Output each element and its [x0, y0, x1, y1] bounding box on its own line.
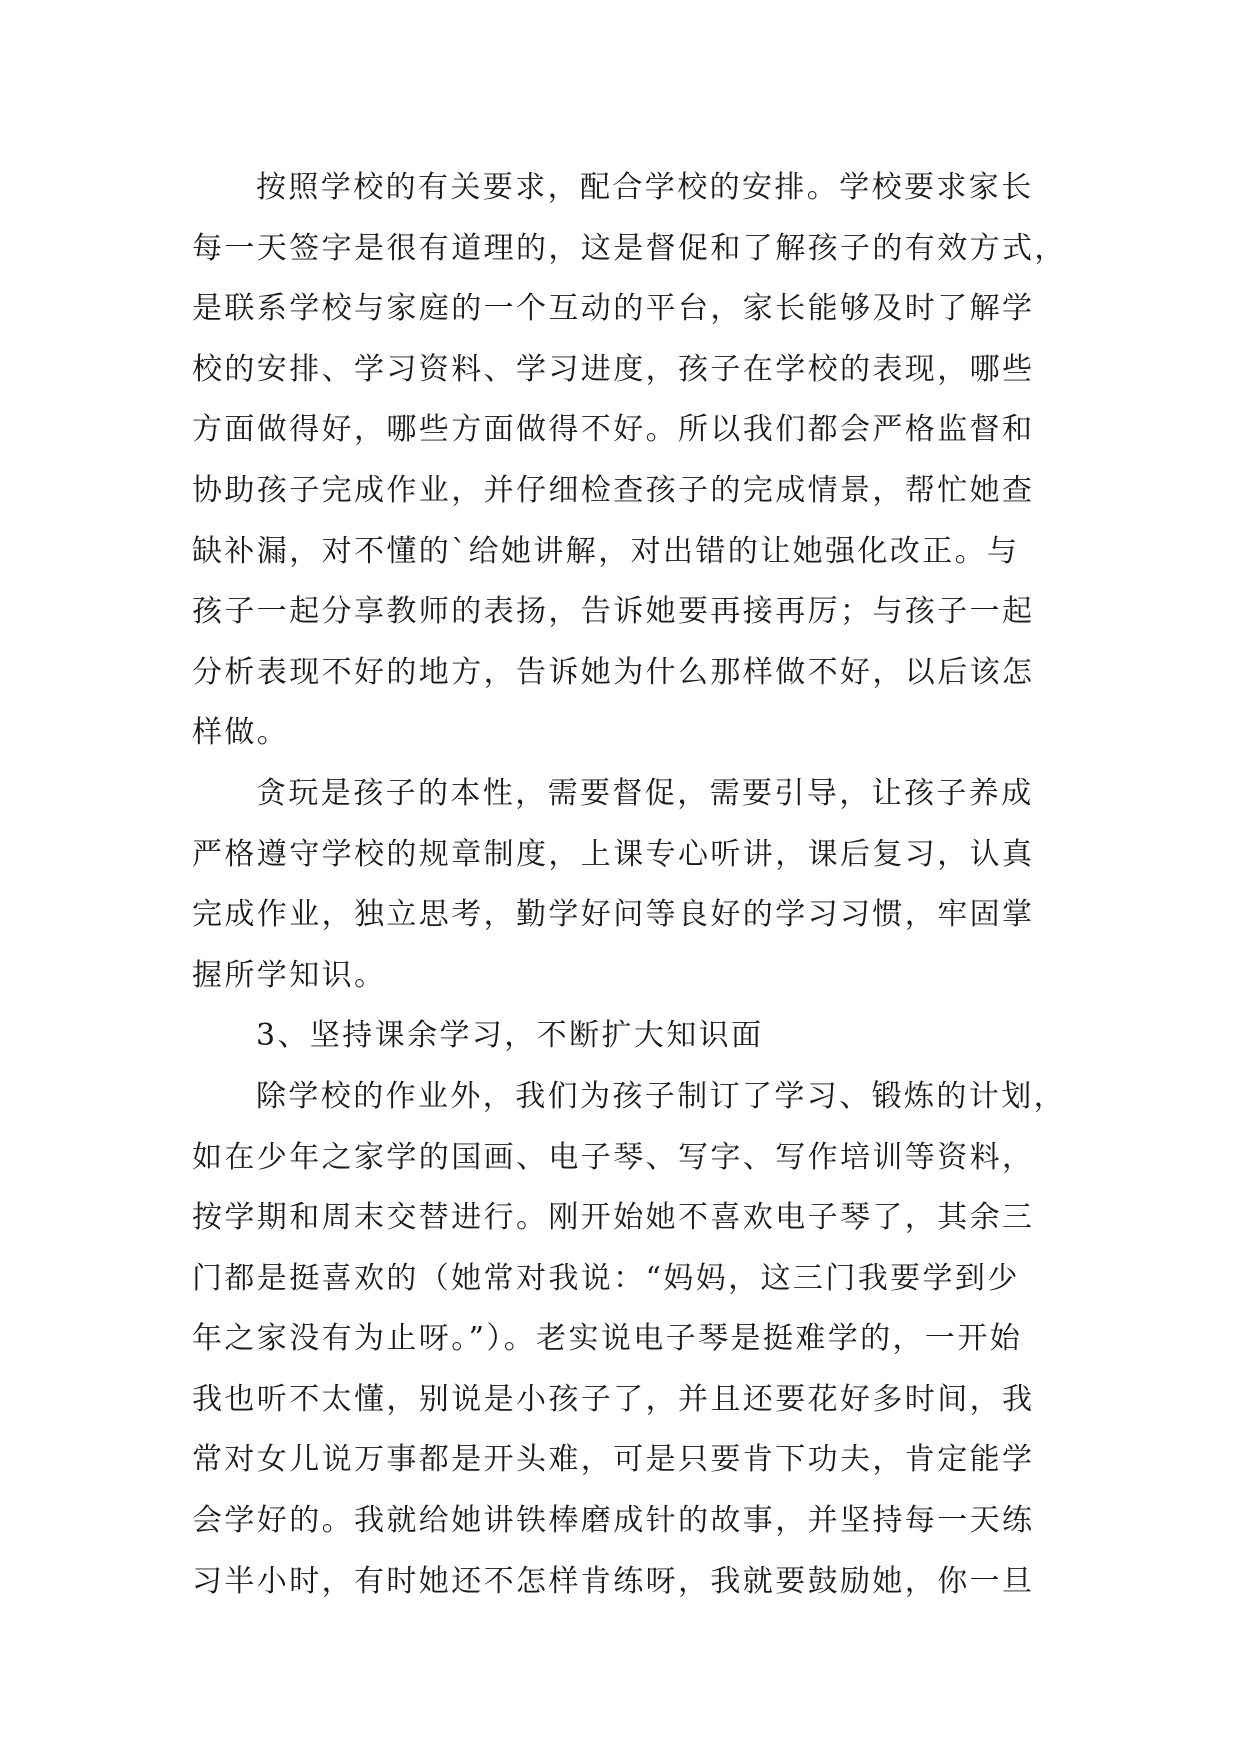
text-line: 每一天签字是很有道理的，这是督促和了解孩子的有效方式，: [192, 230, 1067, 266]
text-line: 孩子一起分享教师的表扬，告诉她要再接再厉；与孩子一起: [192, 594, 1035, 630]
text-line: 按学期和周末交替进行。刚开始她不喜欢电子琴了，其余三: [192, 1200, 1035, 1236]
text-line: 习半小时，有时她还不怎样肯练呀，我就要鼓励她，你一旦: [192, 1563, 1035, 1599]
text-line: 缺补漏，对不懂的`给她讲解，对出错的让她强化改正。与: [192, 533, 1020, 569]
text-line: 除学校的作业外，我们为孩子制订了学习、锻炼的计划，: [256, 1078, 1066, 1114]
text-line: 完成作业，独立思考，勤学好问等良好的学习习惯，牢固掌: [192, 897, 1035, 933]
text-line: 校的安排、学习资料、学习进度，孩子在学校的表现，哪些: [192, 351, 1035, 387]
text-line: 按照学校的有关要求，配合学校的安排。学校要求家长: [256, 170, 1034, 205]
text-line: 会学好的。我就给她讲铁棒磨成针的故事，并坚持每一天练: [192, 1503, 1035, 1539]
text-line: 门都是挺喜欢的（她常对我说：“妈妈，这三门我要学到少: [192, 1260, 1020, 1296]
text-line: 年之家没有为止呀。”）。老实说电子琴是挺难学的，一开始: [192, 1321, 1023, 1357]
text-line: 我也听不太懂，别说是小孩子了，并且还要花好多时间，我: [192, 1381, 1035, 1417]
text-line: 握所学知识。: [192, 957, 387, 993]
text-line: 严格遵守学校的规章制度，上课专心听讲，课后复习，认真: [192, 836, 1035, 872]
text-line: 常对女儿说万事都是开头难，可是只要肯下功夫，肯定能学: [192, 1442, 1035, 1478]
text-line: 协助孩子完成作业，并仔细检查孩子的完成情景，帮忙她查: [192, 472, 1035, 508]
section-heading: 3、坚持课余学习，不断扩大知识面: [256, 1018, 764, 1054]
body-text: [192, 158, 1092, 1612]
text-line: 是联系学校与家庭的一个互动的平台，家长能够及时了解学: [192, 291, 1035, 327]
text-line: 贪玩是孩子的本性，需要督促，需要引导，让孩子养成: [256, 775, 1034, 811]
text-line: 样做。: [192, 715, 290, 751]
text-line: 如在少年之家学的国画、电子琴、写字、写作培训等资料，: [192, 1139, 1035, 1175]
text-line: 分析表现不好的地方，告诉她为什么那样做不好，以后该怎: [192, 654, 1035, 690]
text-line: 方面做得好，哪些方面做得不好。所以我们都会严格监督和: [192, 412, 1035, 448]
